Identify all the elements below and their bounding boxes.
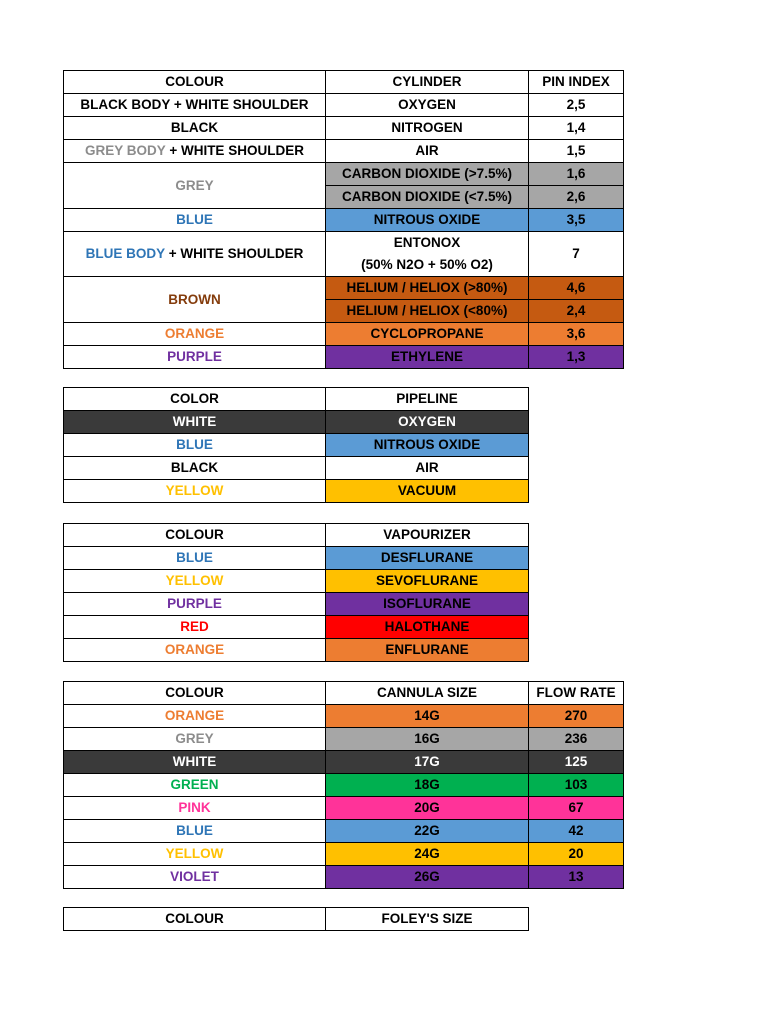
cannula-table bbox=[63, 681, 624, 889]
table-row bbox=[64, 277, 624, 300]
table-row bbox=[64, 639, 529, 662]
cannula-size-cell: 16G bbox=[326, 728, 529, 751]
pin-index-cell: 2,5 bbox=[529, 94, 624, 117]
cylinder-cell: CARBON DIOXIDE (<7.5%) bbox=[326, 186, 529, 209]
table-row bbox=[64, 797, 624, 820]
table-row bbox=[64, 547, 529, 570]
colour-cell: YELLOW bbox=[64, 843, 326, 866]
cylinder-cell: NITROUS OXIDE bbox=[326, 209, 529, 232]
colour-cell: RED bbox=[64, 616, 326, 639]
colour-cell: PURPLE bbox=[64, 346, 326, 369]
table-row bbox=[64, 774, 624, 797]
table-row bbox=[64, 209, 624, 232]
pin-index-cell: 1,6 bbox=[529, 163, 624, 186]
cannula-size-cell: 26G bbox=[326, 866, 529, 889]
cannula-size-cell: 22G bbox=[326, 820, 529, 843]
vapourizer-table bbox=[63, 523, 529, 662]
colour-cell: WHITE bbox=[64, 751, 326, 774]
colour-cell: GREEN bbox=[64, 774, 326, 797]
table-row bbox=[64, 346, 624, 369]
colour-cell: GREY bbox=[64, 728, 326, 751]
vapourizer-cell: ENFLURANE bbox=[326, 639, 529, 662]
colour-cell: GREY bbox=[64, 163, 326, 209]
cylinder-cell: NITROGEN bbox=[326, 117, 529, 140]
colour-cell: BLACK bbox=[64, 117, 326, 140]
flow-rate-cell: 20 bbox=[529, 843, 624, 866]
table-row bbox=[64, 117, 624, 140]
table-row bbox=[64, 866, 624, 889]
pipeline-cell: AIR bbox=[326, 457, 529, 480]
vapourizer-cell: DESFLURANE bbox=[326, 547, 529, 570]
table-header-row bbox=[64, 71, 624, 94]
table-row bbox=[64, 616, 529, 639]
table-row bbox=[64, 570, 529, 593]
header-colour: COLOUR bbox=[64, 524, 326, 547]
table-row bbox=[64, 820, 624, 843]
cannula-size-cell: 17G bbox=[326, 751, 529, 774]
pin-index-cell: 1,5 bbox=[529, 140, 624, 163]
header-foley-size: FOLEY'S SIZE bbox=[326, 908, 529, 931]
table-row bbox=[64, 434, 529, 457]
cylinder-cell: AIR bbox=[326, 140, 529, 163]
vapourizer-cell: HALOTHANE bbox=[326, 616, 529, 639]
header-colour: COLOUR bbox=[64, 682, 326, 705]
colour-shoulder-text: + WHITE SHOULDER bbox=[165, 143, 304, 158]
cannula-size-cell: 14G bbox=[326, 705, 529, 728]
table-row bbox=[64, 232, 624, 277]
colour-cell bbox=[64, 232, 326, 277]
table-row bbox=[64, 94, 624, 117]
header-colour: COLOUR bbox=[64, 71, 326, 94]
header-colour: COLOUR bbox=[64, 908, 326, 931]
header-flow-rate: FLOW RATE bbox=[529, 682, 624, 705]
table-row bbox=[64, 323, 624, 346]
table-row bbox=[64, 751, 624, 774]
table-header-row bbox=[64, 682, 624, 705]
cannula-size-cell: 18G bbox=[326, 774, 529, 797]
colour-cell: YELLOW bbox=[64, 480, 326, 503]
colour-cell: BLUE bbox=[64, 434, 326, 457]
colour-cell: BLUE bbox=[64, 209, 326, 232]
table-row bbox=[64, 411, 529, 434]
header-colour: COLOR bbox=[64, 388, 326, 411]
table-row bbox=[64, 140, 624, 163]
colour-cell: BLUE bbox=[64, 547, 326, 570]
flow-rate-cell: 270 bbox=[529, 705, 624, 728]
pin-index-cell: 2,4 bbox=[529, 300, 624, 323]
header-cannula-size: CANNULA SIZE bbox=[326, 682, 529, 705]
flow-rate-cell: 67 bbox=[529, 797, 624, 820]
colour-cell: BLACK BODY + WHITE SHOULDER bbox=[64, 94, 326, 117]
flow-rate-cell: 13 bbox=[529, 866, 624, 889]
colour-cell: VIOLET bbox=[64, 866, 326, 889]
table-row bbox=[64, 843, 624, 866]
flow-rate-cell: 125 bbox=[529, 751, 624, 774]
colour-cell: WHITE bbox=[64, 411, 326, 434]
pipeline-cell: VACUUM bbox=[326, 480, 529, 503]
cylinder-cell: CARBON DIOXIDE (>7.5%) bbox=[326, 163, 529, 186]
cylinder-table bbox=[63, 70, 624, 369]
colour-cell: BLUE bbox=[64, 820, 326, 843]
header-cylinder: CYLINDER bbox=[326, 71, 529, 94]
header-pin-index: PIN INDEX bbox=[529, 71, 624, 94]
table-header-row bbox=[64, 524, 529, 547]
pin-index-cell: 3,5 bbox=[529, 209, 624, 232]
header-vapourizer: VAPOURIZER bbox=[326, 524, 529, 547]
cylinder-cell: HELIUM / HELIOX (>80%) bbox=[326, 277, 529, 300]
cylinder-cell: CYCLOPROPANE bbox=[326, 323, 529, 346]
vapourizer-cell: ISOFLURANE bbox=[326, 593, 529, 616]
colour-cell: ORANGE bbox=[64, 705, 326, 728]
table-row bbox=[64, 163, 624, 186]
table-row bbox=[64, 593, 529, 616]
table-header-row bbox=[64, 388, 529, 411]
colour-cell: ORANGE bbox=[64, 639, 326, 662]
flow-rate-cell: 103 bbox=[529, 774, 624, 797]
cannula-size-cell: 20G bbox=[326, 797, 529, 820]
flow-rate-cell: 42 bbox=[529, 820, 624, 843]
colour-cell: ORANGE bbox=[64, 323, 326, 346]
colour-cell: YELLOW bbox=[64, 570, 326, 593]
pin-index-cell: 3,6 bbox=[529, 323, 624, 346]
colour-cell: PINK bbox=[64, 797, 326, 820]
table-row bbox=[64, 480, 529, 503]
colour-cell bbox=[64, 140, 326, 163]
colour-cell: BLACK bbox=[64, 457, 326, 480]
cylinder-line-2: (50% N2O + 50% O2) bbox=[361, 257, 493, 272]
foley-table bbox=[63, 907, 529, 931]
cylinder-cell: HELIUM / HELIOX (<80%) bbox=[326, 300, 529, 323]
flow-rate-cell: 236 bbox=[529, 728, 624, 751]
pipeline-cell: NITROUS OXIDE bbox=[326, 434, 529, 457]
cylinder-cell bbox=[326, 232, 529, 277]
pin-index-cell: 7 bbox=[529, 232, 624, 277]
header-pipeline: PIPELINE bbox=[326, 388, 529, 411]
table-row bbox=[64, 705, 624, 728]
colour-cell: BROWN bbox=[64, 277, 326, 323]
cylinder-cell: OXYGEN bbox=[326, 94, 529, 117]
table-row bbox=[64, 457, 529, 480]
vapourizer-cell: SEVOFLURANE bbox=[326, 570, 529, 593]
cannula-size-cell: 24G bbox=[326, 843, 529, 866]
pin-index-cell: 2,6 bbox=[529, 186, 624, 209]
pin-index-cell: 1,4 bbox=[529, 117, 624, 140]
colour-body-text: BLUE BODY bbox=[85, 246, 165, 261]
colour-body-text: GREY BODY bbox=[85, 143, 166, 158]
cylinder-cell: ETHYLENE bbox=[326, 346, 529, 369]
table-header-row bbox=[64, 908, 529, 931]
pin-index-cell: 1,3 bbox=[529, 346, 624, 369]
table-row bbox=[64, 728, 624, 751]
pipeline-cell: OXYGEN bbox=[326, 411, 529, 434]
colour-shoulder-text: + WHITE SHOULDER bbox=[164, 246, 304, 261]
pipeline-table bbox=[63, 387, 529, 503]
cylinder-line-1: ENTONOX bbox=[393, 235, 461, 250]
colour-cell: PURPLE bbox=[64, 593, 326, 616]
pin-index-cell: 4,6 bbox=[529, 277, 624, 300]
